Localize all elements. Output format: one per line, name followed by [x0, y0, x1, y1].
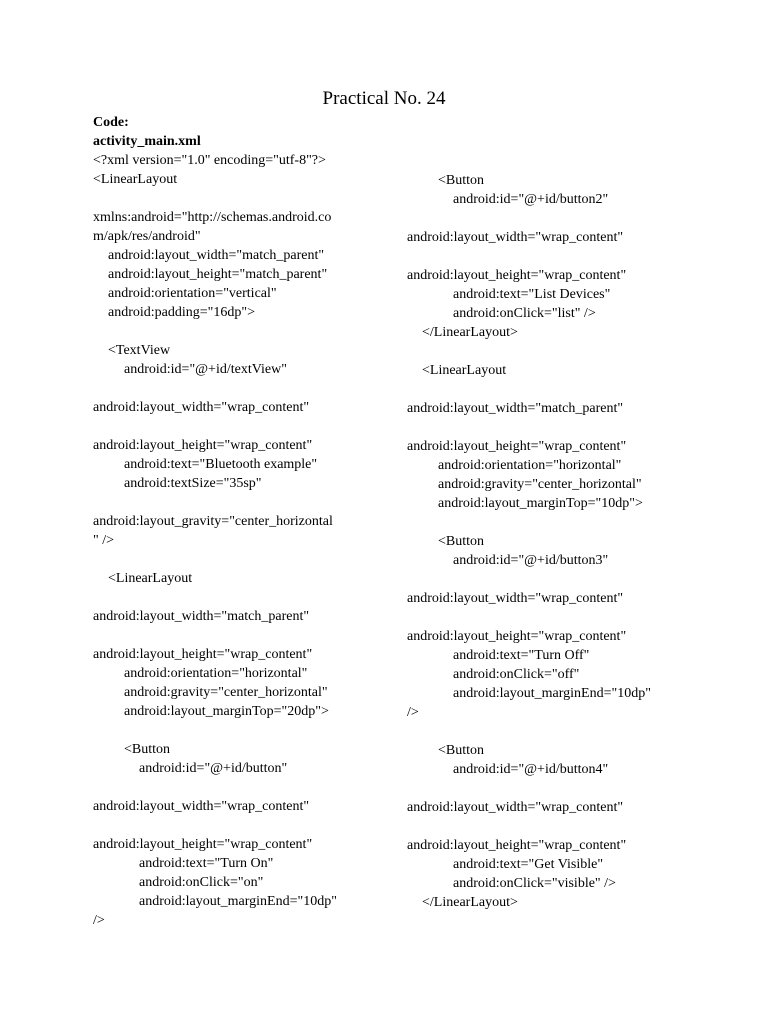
code-line: [407, 513, 707, 532]
code-line: xmlns:android="http://schemas.android.co: [93, 210, 332, 225]
code-line: />: [407, 705, 419, 720]
code-line: [93, 322, 373, 341]
code-line: android:id="@+id/button3": [453, 553, 609, 568]
code-line: android:layout_height="wrap_content": [407, 439, 627, 454]
code-line: android:layout_height="wrap_content": [407, 838, 627, 853]
code-line: android:onClick="off": [453, 667, 580, 682]
code-line: m/apk/res/android": [93, 229, 201, 244]
code-line: android:text="Get Visible": [453, 857, 604, 872]
code-line: [93, 189, 373, 208]
code-line: android:gravity="center_horizontal": [124, 685, 328, 700]
code-line: android:padding="16dp">: [108, 305, 255, 320]
code-line: android:orientation="vertical": [108, 286, 277, 301]
code-line: <TextView: [108, 343, 171, 358]
code-line: android:onClick="list" />: [453, 306, 596, 321]
code-line: [93, 721, 373, 740]
code-line: android:layout_gravity="center_horizontal: [93, 514, 333, 529]
code-line: <?xml version="1.0" encoding="utf-8"?>: [93, 153, 326, 168]
code-line: [407, 380, 707, 399]
code-line: android:layout_width="match_parent": [407, 401, 624, 416]
code-line: [93, 588, 373, 607]
code-line: android:text="Turn Off": [453, 648, 590, 663]
code-line: android:id="@+id/button4": [453, 762, 609, 777]
code-line: android:layout_marginTop="10dp">: [438, 496, 643, 511]
code-line: [407, 608, 707, 627]
code-line: android:layout_marginEnd="10dp": [453, 686, 651, 701]
code-line: [407, 247, 707, 266]
code-line: <Button: [124, 742, 171, 757]
code-line: android:id="@+id/textView": [124, 362, 287, 377]
code-line: android:layout_width="match_parent": [93, 609, 310, 624]
code-line: </LinearLayout>: [422, 325, 518, 340]
code-line: android:layout_height="wrap_content": [93, 647, 313, 662]
code-line: [407, 817, 707, 836]
code-line: android:gravity="center_horizontal": [438, 477, 642, 492]
code-line: Code:: [93, 115, 129, 130]
code-line: android:onClick="visible" />: [453, 876, 616, 891]
code-line: android:text="Bluetooth example": [124, 457, 318, 472]
code-line: android:layout_width="wrap_content": [407, 230, 624, 245]
code-line: android:layout_height="wrap_content": [407, 268, 627, 283]
code-line: android:layout_height="match_parent": [108, 267, 328, 282]
code-line: [93, 816, 373, 835]
code-line: android:layout_marginEnd="10dp": [139, 894, 337, 909]
code-line: <LinearLayout: [108, 571, 193, 586]
code-line: android:layout_height="wrap_content": [407, 629, 627, 644]
code-line: [93, 550, 373, 569]
code-line: />: [93, 913, 105, 928]
code-line: android:id="@+id/button": [139, 761, 288, 776]
code-line: [407, 722, 707, 741]
page-title: Practical No. 24: [322, 88, 446, 109]
code-line: <Button: [438, 534, 485, 549]
code-line: android:text="Turn On": [139, 856, 274, 871]
code-line: android:layout_width="wrap_content": [93, 799, 310, 814]
code-line: [407, 342, 707, 361]
code-line: activity_main.xml: [93, 134, 201, 149]
code-line: [407, 418, 707, 437]
code-line: <Button: [438, 743, 485, 758]
code-line: android:layout_width="wrap_content": [93, 400, 310, 415]
code-line: android:text="List Devices": [453, 287, 611, 302]
code-line: android:onClick="on": [139, 875, 264, 890]
code-line: [93, 379, 373, 398]
code-line: android:layout_height="wrap_content": [93, 438, 313, 453]
code-line: [93, 778, 373, 797]
code-column-left: [93, 113, 373, 930]
code-line: [93, 626, 373, 645]
code-line: android:layout_width="wrap_content": [407, 591, 624, 606]
code-line: android:layout_width="match_parent": [108, 248, 325, 263]
code-line: [93, 417, 373, 436]
code-line: android:orientation="horizontal": [438, 458, 622, 473]
code-line: android:textSize="35sp": [124, 476, 262, 491]
code-line: <LinearLayout: [93, 172, 178, 187]
code-line: [93, 493, 373, 512]
code-line: android:id="@+id/button2": [453, 192, 609, 207]
code-line: " />: [93, 533, 114, 548]
code-line: <Button: [438, 173, 485, 188]
code-column-right: [407, 171, 707, 912]
code-line: <LinearLayout: [422, 363, 507, 378]
code-line: [407, 570, 707, 589]
code-line: android:layout_height="wrap_content": [93, 837, 313, 852]
code-line: </LinearLayout>: [422, 895, 518, 910]
code-line: [407, 209, 707, 228]
code-line: android:layout_width="wrap_content": [407, 800, 624, 815]
code-line: android:layout_marginTop="20dp">: [124, 704, 329, 719]
code-line: [407, 779, 707, 798]
code-line: android:orientation="horizontal": [124, 666, 308, 681]
